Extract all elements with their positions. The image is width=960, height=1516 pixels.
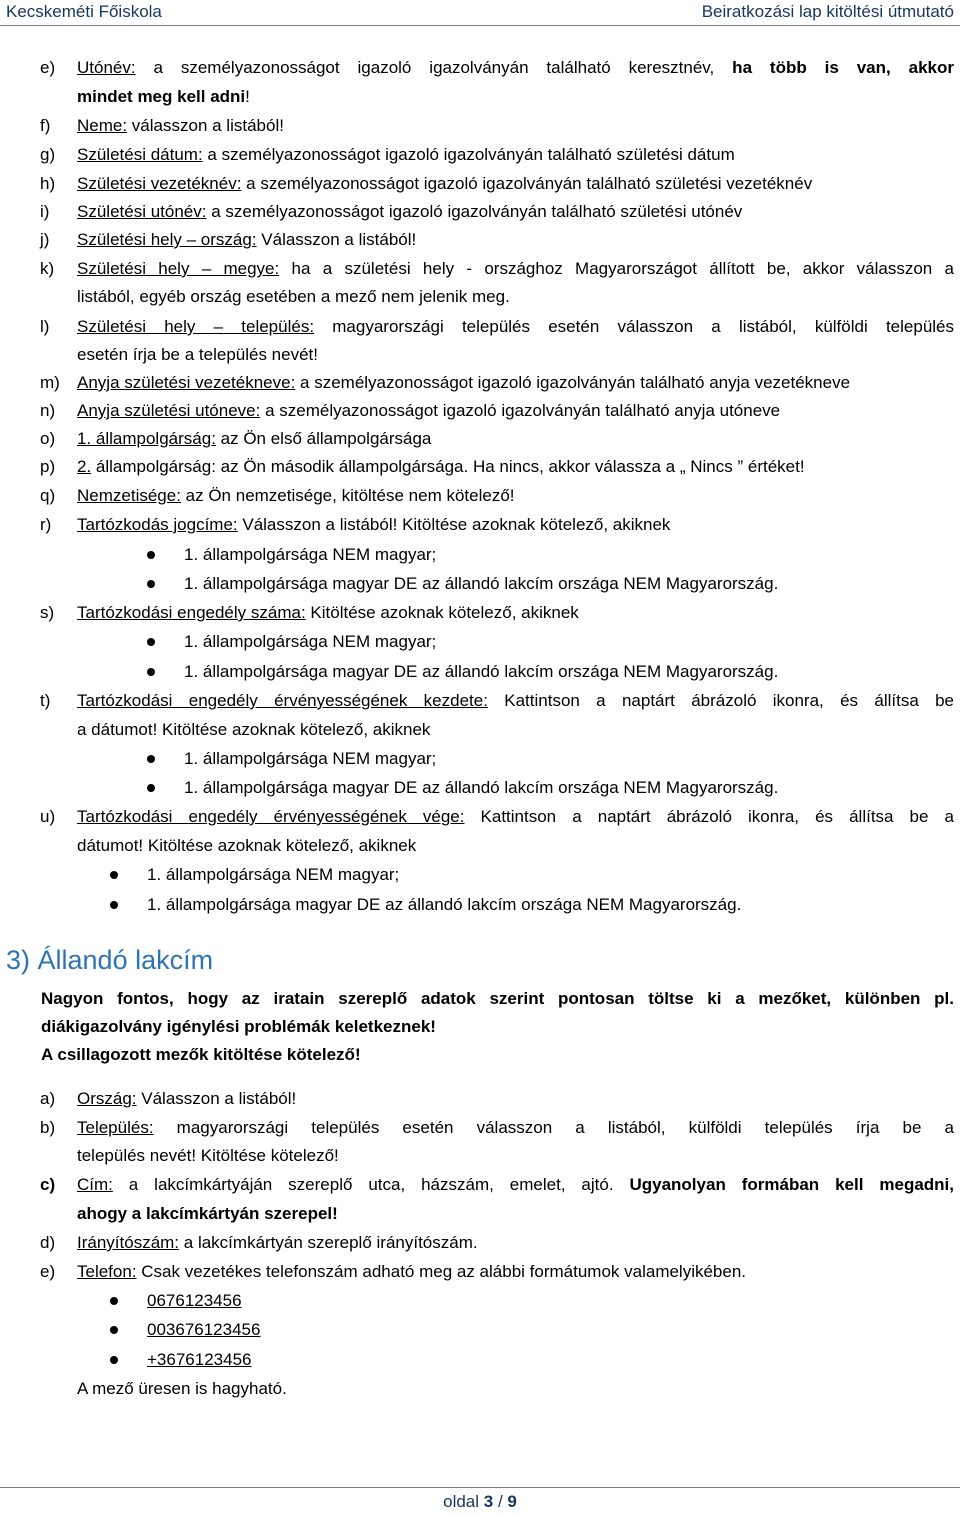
item-label: m) <box>40 373 60 392</box>
bullet-dot <box>147 668 155 676</box>
header-institution: Kecskeméti Főiskola <box>6 2 162 21</box>
item-label: r) <box>40 515 52 534</box>
item-label: k) <box>40 259 55 278</box>
header-divider <box>0 25 960 26</box>
field-name: Születési vezetéknév: <box>77 174 242 193</box>
bullet-text: 1. állampolgársága NEM magyar; <box>184 632 437 651</box>
item-desc: a személyazonosságot igazoló igazolványán található születési dátum <box>202 145 735 164</box>
item-desc: állampolgárság: az Ön második állampolgársága. Ha nincs, akkor válassza a „ Nincs ” értéket! <box>91 457 805 476</box>
item-label: b) <box>40 1118 56 1137</box>
header-doc-title: Beiratkozási lap kitöltési útmutató <box>701 2 954 21</box>
bullet-dot <box>147 638 155 646</box>
item-text-cont: esetén írja be a település nevét! <box>77 345 318 364</box>
field-name: Tartózkodási engedély száma: <box>77 603 306 622</box>
field-name: Születési hely – ország: <box>77 230 257 249</box>
item-label: a) <box>40 1089 56 1108</box>
footer-prefix: oldal <box>443 1492 484 1511</box>
phone-example-text: 003676123456 <box>147 1320 261 1339</box>
bullet-text: 1. állampolgársága magyar DE az állandó lakcím országa NEM Magyarország. <box>147 895 742 914</box>
item-desc: az Ön első állampolgársága <box>215 429 432 448</box>
field-name: Születési dátum: <box>77 145 203 164</box>
item-label: g) <box>40 145 56 164</box>
page-total: 9 <box>507 1492 517 1511</box>
item-desc: Válasszon a listából! <box>256 230 417 249</box>
item-desc: Válasszon a listából! Kitöltése azoknak kötelező, akiknek <box>237 515 671 534</box>
item-desc: Kattintson a naptárt ábrázoló ikonra, és állítsa be <box>487 691 955 710</box>
bullet-dot <box>110 1326 118 1334</box>
item-label: i) <box>40 202 50 221</box>
item-label: f) <box>40 116 51 135</box>
bullet-text: 1. állampolgársága magyar DE az állandó lakcím országa NEM Magyarország. <box>184 778 779 797</box>
item-label: j) <box>40 230 50 249</box>
field-name: Anyja születési vezetékneve: <box>77 373 296 392</box>
item-desc: válasszon a listából! <box>127 116 284 135</box>
bullet-dot <box>147 551 155 559</box>
item-desc: a személyazonosságot igazoló igazolványán található anyja utóneve <box>260 401 781 420</box>
field-name: Születési hely – megye: <box>77 259 280 278</box>
field-name: Tartózkodás jogcíme: <box>77 515 238 534</box>
item-desc: magyarországi település esetén válasszon a listából, külföldi település <box>314 317 955 336</box>
bullet-dot <box>147 784 155 792</box>
field-name: Ország: <box>77 1089 137 1108</box>
item-label: e) <box>40 58 56 77</box>
warning-text: diákigazolvány igénylési problémák keletkeznek! <box>41 1017 436 1036</box>
item-text-cont <box>77 85 954 109</box>
item-text <box>77 56 954 80</box>
warning-text: Nagyon fontos, hogy az iratain szereplő adatok szerint pontosan töltse ki a mezőket, különben pl. <box>41 989 954 1008</box>
footer-divider <box>0 1487 960 1488</box>
item-desc: Csak vezetékes telefonszám adható meg az alábbi formátumok valamelyikében. <box>136 1262 747 1281</box>
item-text-cont: listából, egyéb ország esetében a mező nem jelenik meg. <box>77 287 510 306</box>
item-bold-cont: mindet meg kell adni <box>77 87 246 106</box>
field-name: Tartózkodási engedély érvényességének vége: <box>77 807 465 826</box>
item-desc: a személyazonosságot igazoló igazolványán található születési vezetéknév <box>241 174 813 193</box>
bullet-dot <box>110 1297 118 1305</box>
bullet-text: 1. állampolgársága NEM magyar; <box>184 749 437 768</box>
bullet-text: 1. állampolgársága NEM magyar; <box>184 545 437 564</box>
field-name: Cím: <box>77 1175 113 1194</box>
item-label: u) <box>40 807 56 826</box>
page-footer <box>0 1492 960 1512</box>
item-desc: Kitöltése azoknak kötelező, akiknek <box>305 603 579 622</box>
item-text-cont: település nevét! Kitöltése kötelező! <box>77 1146 339 1165</box>
phone-example-text: +3676123456 <box>147 1350 252 1369</box>
field-name: Születési utónév: <box>77 202 207 221</box>
page-header <box>0 0 960 28</box>
field-name: Születési hely – település: <box>77 317 315 336</box>
item-label: n) <box>40 401 56 420</box>
bullet-text: 1. állampolgársága magyar DE az állandó lakcím országa NEM Magyarország. <box>184 574 779 593</box>
field-name: 1. állampolgárság: <box>77 429 216 448</box>
item-bold: Ugyanolyan formában kell megadni, <box>613 1175 954 1194</box>
item-text-cont: ahogy a lakcímkártyán szerepel! <box>77 1204 338 1223</box>
item-punct: ! <box>245 87 250 106</box>
field-name: Település: <box>77 1118 154 1137</box>
item-label: s) <box>40 603 55 622</box>
item-label: d) <box>40 1233 56 1252</box>
item-label: c) <box>40 1175 56 1194</box>
item-label: o) <box>40 429 56 448</box>
field-name: Nemzetisége: <box>77 486 181 505</box>
field-name: Irányítószám: <box>77 1233 180 1252</box>
section-heading: 3) Állandó lakcím <box>6 945 214 975</box>
field-name: Telefon: <box>77 1262 137 1281</box>
required-text: A csillagozott mezők kitöltése kötelező! <box>41 1045 361 1064</box>
item-desc: a lakcímkártyáján szereplő utca, házszám, emelet, ajtó. <box>112 1175 614 1194</box>
item-desc: Kattintson a naptárt ábrázoló ikonra, és állítsa be a <box>464 807 954 826</box>
field-name: Utónév: <box>77 58 136 77</box>
item-desc: a lakcímkártyán szereplő irányítószám. <box>179 1233 478 1252</box>
item-text-cont: a dátumot! Kitöltése azoknak kötelező, akiknek <box>77 720 431 739</box>
item-label: e) <box>40 1262 56 1281</box>
bullet-text: 1. állampolgársága NEM magyar; <box>147 865 400 884</box>
item-desc: ha a születési hely - országhoz Magyarországot állított be, akkor válasszon a <box>279 259 954 278</box>
item-label: t) <box>40 691 51 710</box>
bullet-dot <box>110 901 118 909</box>
item-text-cont: dátumot! Kitöltése azoknak kötelező, akiknek <box>77 836 417 855</box>
item-desc: Válasszon a listából! <box>136 1089 297 1108</box>
item-bold: ha több is van, akkor <box>714 58 955 77</box>
bullet-dot <box>110 1356 118 1364</box>
item-desc: magyarországi település esetén válasszon a listából, külföldi település írja be a <box>153 1118 954 1137</box>
item-label: h) <box>40 174 56 193</box>
optional-note-text: A mező üresen is hagyható. <box>77 1379 287 1398</box>
item-label: p) <box>40 457 56 476</box>
item-label: l) <box>40 317 50 336</box>
item-desc: a személyazonosságot igazoló igazolványán található születési utónév <box>206 202 743 221</box>
bullet-dot <box>147 755 155 763</box>
bullet-dot <box>110 871 118 879</box>
item-desc: az Ön nemzetisége, kitöltése nem kötelező! <box>180 486 515 505</box>
item-desc: a személyazonosságot igazoló igazolványán található anyja vezetékneve <box>295 373 851 392</box>
item-label: q) <box>40 486 56 505</box>
bullet-text: 1. állampolgársága magyar DE az állandó lakcím országa NEM Magyarország. <box>184 662 779 681</box>
field-name: Neme: <box>77 116 128 135</box>
field-name: Tartózkodási engedély érvényességének kezdete: <box>77 691 488 710</box>
phone-example-text: 0676123456 <box>147 1291 242 1310</box>
field-name: 2. <box>77 457 92 476</box>
bullet-dot <box>147 580 155 588</box>
item-desc: a személyazonosságot igazoló igazolványán található keresztnév, <box>135 58 715 77</box>
page-separator: / <box>493 1492 508 1511</box>
page-number: 3 <box>483 1492 494 1511</box>
field-name: Anyja születési utóneve: <box>77 401 261 420</box>
